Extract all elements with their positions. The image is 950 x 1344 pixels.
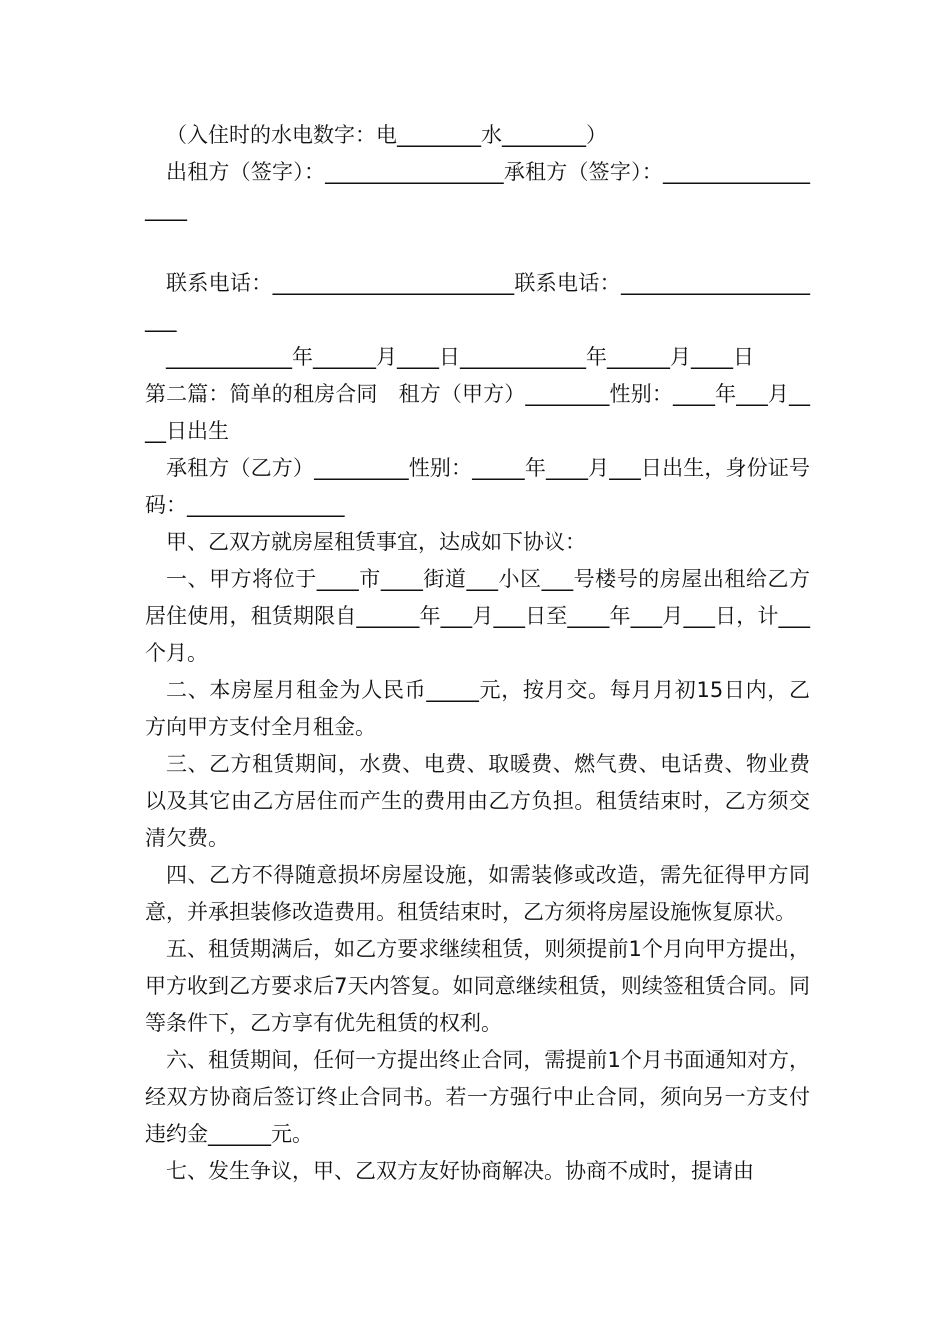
date-line: ____________年______月____日____________年______月____日	[166, 345, 754, 369]
clause-2: 二、本房屋月租金为人民币_____元，按月交。每月月初15日内，乙方向甲方支付全月租金。	[145, 678, 810, 739]
clause-6: 六、租赁期间，任何一方提出终止合同，需提前1个月书面通知对方，经双方协商后签订终止合同书。若一方强行中止合同，须向另一方支付违约金______元。	[145, 1048, 810, 1146]
signature-line: 出租方（签字）：_________________承租方（签字）：__________________	[145, 160, 810, 221]
clause-7: 七、发生争议，甲、乙双方友好协商解决。协商不成时，提请由	[166, 1159, 754, 1183]
clause-5: 五、租赁期满后，如乙方要求继续租赁，则须提前1个月向甲方提出，甲方收到乙方要求后7天内答复。如同意继续租赁，则续签租赁合同。同等条件下，乙方享有优先租赁的权利。	[145, 937, 810, 1035]
document-body	[145, 117, 810, 1190]
agreement-intro: 甲、乙双方就房屋租赁事宜，达成如下协议：	[166, 530, 586, 554]
spacer	[145, 228, 810, 265]
section-two-heading: 第二篇：简单的租房合同 租方（甲方）________性别：____年___月____日出生	[145, 382, 810, 443]
tenant-info: 承租方（乙方）_________性别：_____年____月___日出生，身份证号码：_______________	[145, 456, 810, 517]
meter-reading-line: （入住时的水电数字：电________水________）	[166, 123, 607, 147]
clause-4: 四、乙方不得随意损坏房屋设施，如需装修或改造，需先征得甲方同意，并承担装修改造费用。租赁结束时，乙方须将房屋设施恢复原状。	[145, 863, 810, 924]
clause-3: 三、乙方租赁期间，水费、电费、取暖费、燃气费、电话费、物业费以及其它由乙方居住而产生的费用由乙方负担。租赁结束时，乙方须交清欠费。	[145, 752, 810, 850]
phone-line: 联系电话：_______________________联系电话：_____________________	[145, 271, 810, 332]
clause-1: 一、甲方将位于____市____街道___小区___号楼号的房屋出租给乙方居住使用，租赁期限自______年___月___日至____年___月___日，计___个月。	[145, 567, 810, 665]
